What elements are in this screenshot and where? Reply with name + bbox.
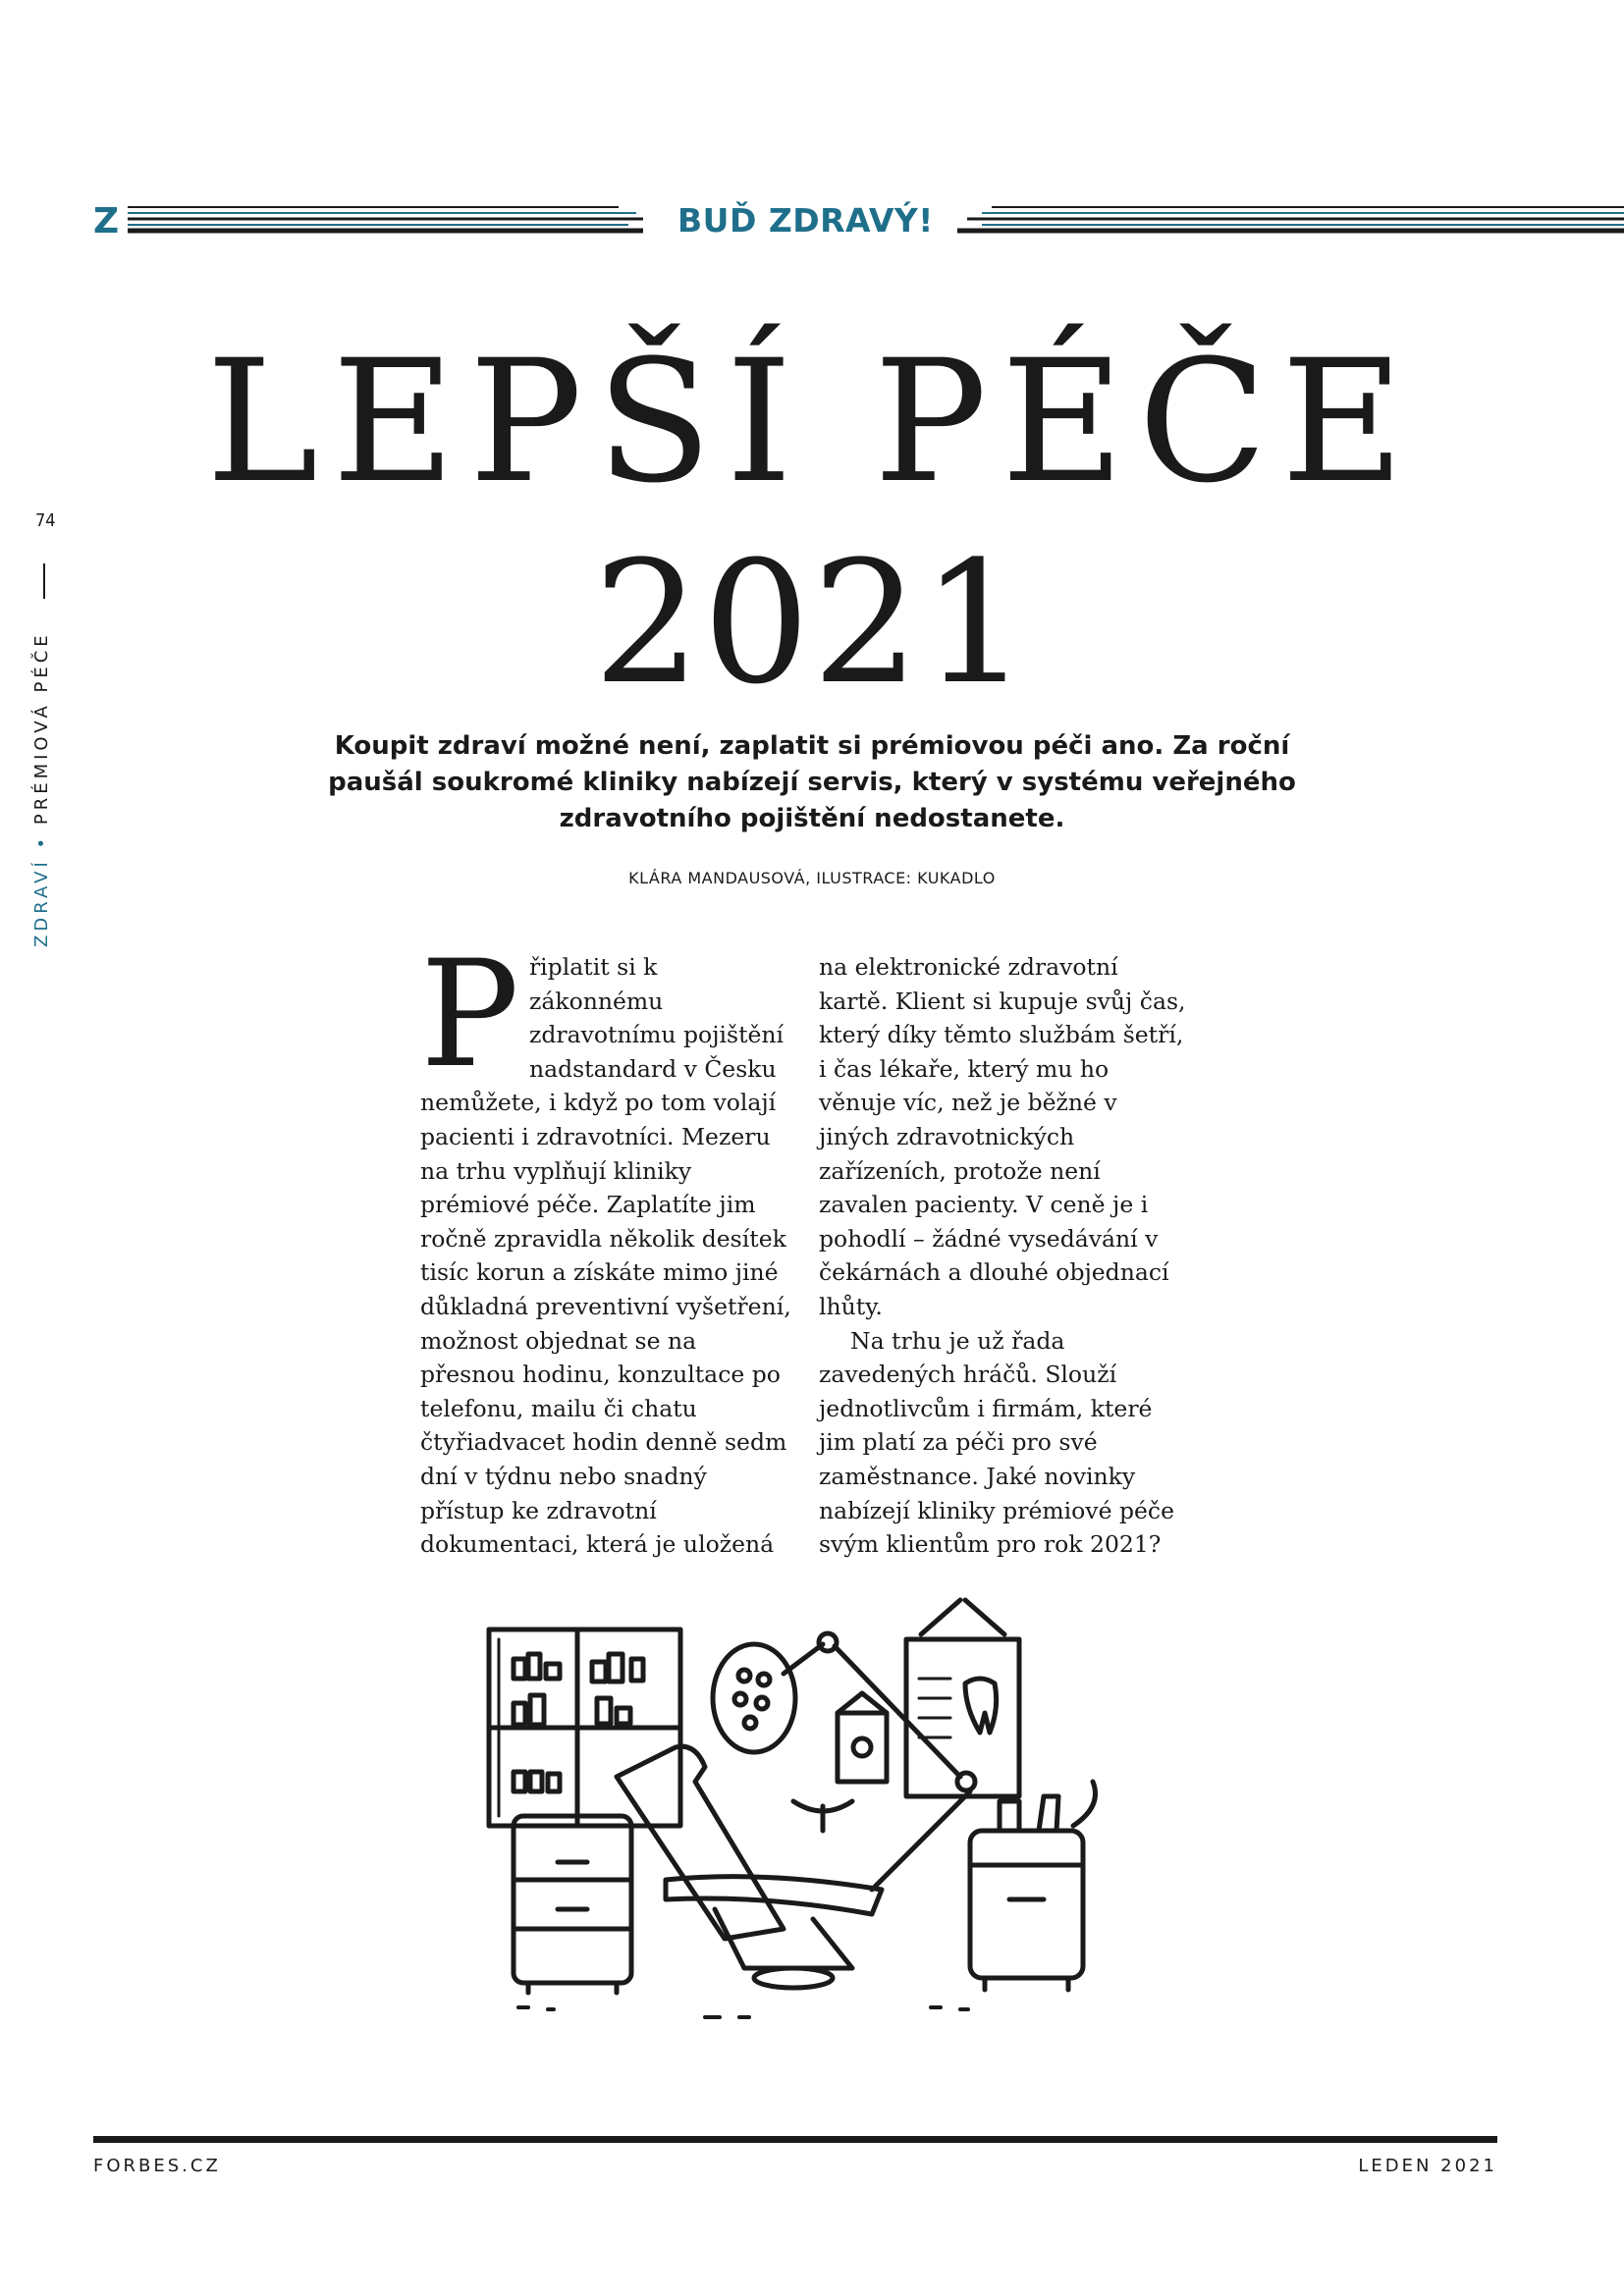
article-column-2	[819, 950, 1192, 1562]
article-title-line1: LEPŠÍ PÉČE	[205, 323, 1419, 520]
footer-issue-date: LEDEN 2021	[1358, 2156, 1497, 2176]
section-title: BUĎ ZDRAVÝ!	[677, 201, 934, 240]
side-category: ZDRAVÍ	[31, 858, 52, 947]
section-letter: Z	[93, 201, 120, 241]
window-shelves-icon	[489, 1629, 680, 1826]
drawer-cabinet-left-icon	[514, 1816, 631, 1993]
tooth-poster-icon	[906, 1600, 1019, 1796]
instrument-cart-icon	[970, 1782, 1096, 1990]
column-2-paragraph-1: na elektronické zdravotní kartě. Klient si kupuje svůj čas, který díky těmto službám šetří, i čas lékaře, který mu ho věnuje víc, než je běžné v jiných zdravotnických zařízeních, protože není zavalen pacienty. V ceně je i pohodlí – žádné vysedávání v čekárnách a dlouhé objednací lhůty.	[819, 953, 1186, 1320]
article-column-1	[420, 930, 793, 1562]
page-number: 74	[35, 510, 56, 531]
floor-dashes-icon	[518, 2007, 968, 2017]
dental-office-illustration	[469, 1585, 1117, 2060]
footer-rule	[93, 2136, 1497, 2143]
side-bullet: •	[31, 833, 52, 849]
footer-publication: FORBES.CZ	[93, 2156, 221, 2176]
wall-picture-icon	[838, 1693, 887, 1782]
article-title-line2: 2021	[593, 524, 1031, 721]
side-topic: PRÉMIOVÁ PÉČE	[31, 631, 52, 826]
article-lead: Koupit zdraví možné není, zaplatit si prémiovou péči ano. Za roční paušál soukromé kliniky nabízejí servis, který v systému veřejného zdravotního pojištění nedostanete.	[328, 731, 1296, 833]
dental-chair-icon	[617, 1746, 970, 1988]
column-1-text: řiplatit si k zákonnému zdravotnímu pojištění nadstandard v Česku nemůžete, i když po tom volají pacienti i zdravotníci. Mezeru na trhu vyplňují kliniky prémiové péče. Zaplatíte jim ročně zpravidla několik desítek tisíc korun a získáte mimo jiné důkladná preventivní vyšetření, možnost objednat se na přesnou hodinu, konzultace po telefonu, mailu či chatu čtyřiadvacet hodin denně sedm dní v týdnu nebo snadný přístup ke zdravotní dokumentaci, která je uložená	[420, 953, 791, 1559]
article-byline: KLÁRA MANDAUSOVÁ, ILUSTRACE: KUKADLO	[628, 869, 996, 887]
column-2-paragraph-2: Na trhu je už řada zavedených hráčů. Slouží jednotlivcům i firmám, které jim platí za péči pro své zaměstnance. Jaké novinky nabízejí kliniky prémiové péče svým klientům pro rok 2021?	[819, 1326, 1174, 1559]
drop-cap: P	[420, 930, 519, 1100]
